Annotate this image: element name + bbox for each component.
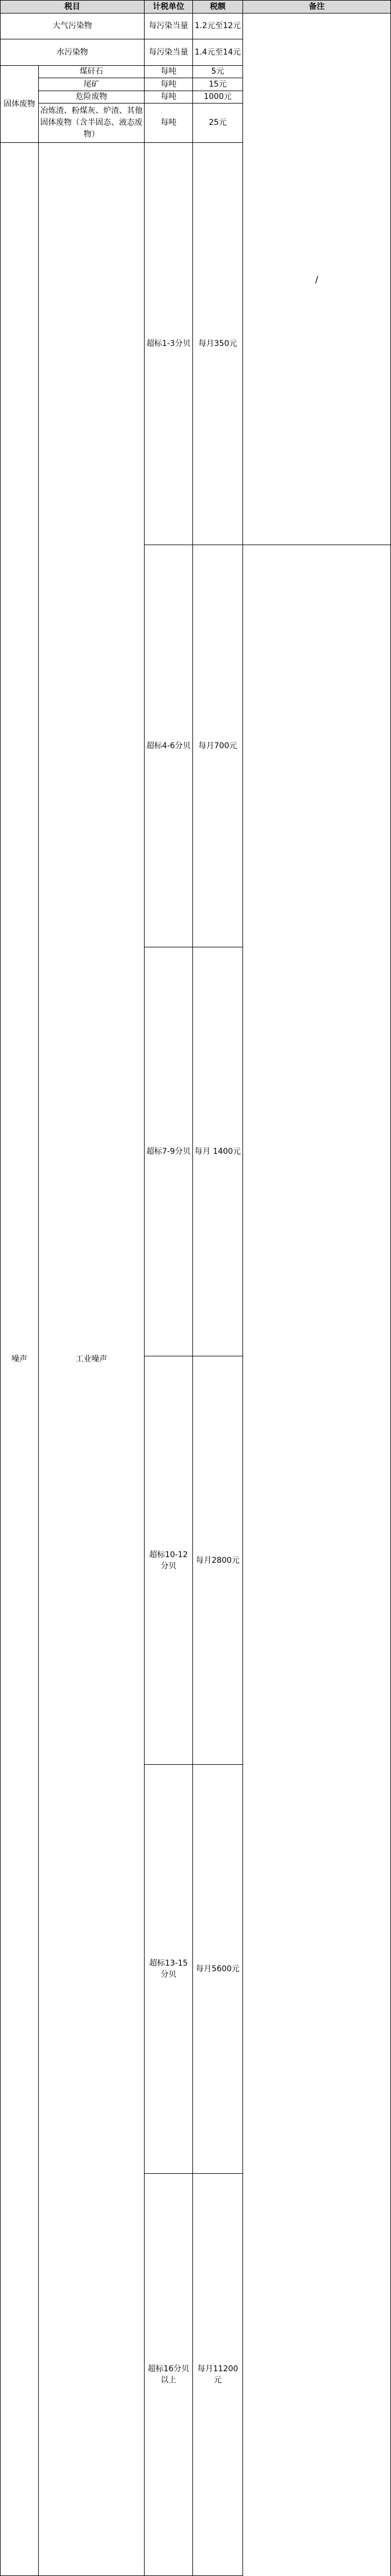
noise-category: 噪声 bbox=[1, 143, 39, 2576]
solid-amount-0: 5元 bbox=[193, 66, 243, 78]
solid-category: 固体废物 bbox=[1, 66, 39, 143]
header-row bbox=[1, 1, 391, 14]
noise-unit-1: 超标4-6分贝 bbox=[145, 545, 193, 947]
air-unit: 每污染当量 bbox=[145, 14, 193, 39]
solid-name-3: 冶炼渣、粉煤灰、炉渣、其他固体废物（含半固态、液态废物） bbox=[39, 104, 145, 143]
noise-unit-3: 超标10-12分贝 bbox=[145, 1356, 193, 1765]
noise-amount-5: 每月11200元 bbox=[193, 2173, 243, 2575]
solid-amount-2: 1000元 bbox=[193, 91, 243, 104]
air-amount: 1.2元至12元 bbox=[193, 14, 243, 39]
solid-name-0: 煤矸石 bbox=[39, 66, 145, 78]
solid-unit-0: 每吨 bbox=[145, 66, 193, 78]
solid-name-2: 危险废物 bbox=[39, 91, 145, 104]
noise-amount-0: 每月350元 bbox=[193, 143, 243, 545]
solid-amount-1: 15元 bbox=[193, 78, 243, 91]
noise-amount-4: 每月5600元 bbox=[193, 1765, 243, 2174]
header-amount: 税额 bbox=[193, 1, 243, 14]
air-name: 大气污染物 bbox=[1, 14, 145, 39]
noise-amount-1: 每月700元 bbox=[193, 545, 243, 947]
water-unit: 每污染当量 bbox=[145, 39, 193, 66]
water-name: 水污染物 bbox=[1, 39, 145, 66]
noise-unit-2: 超标7-9分贝 bbox=[145, 947, 193, 1356]
row-air bbox=[1, 14, 391, 39]
noise-sub: 工业噪声 bbox=[39, 143, 145, 2576]
header-remark: 备注 bbox=[243, 1, 391, 14]
noise-unit-5: 超标16分贝以上 bbox=[145, 2173, 193, 2575]
noise-amount-2: 每月 1400元 bbox=[193, 947, 243, 1356]
solid-unit-3: 每吨 bbox=[145, 104, 193, 143]
solid-amount-3: 25元 bbox=[193, 104, 243, 143]
noise-unit-4: 超标13-15分贝 bbox=[145, 1765, 193, 2174]
solid-unit-1: 每吨 bbox=[145, 78, 193, 91]
header-unit: 计税单位 bbox=[145, 1, 193, 14]
header-item: 税目 bbox=[1, 1, 145, 14]
water-amount: 1.4元至14元 bbox=[193, 39, 243, 66]
solid-unit-2: 每吨 bbox=[145, 91, 193, 104]
remark-slash: / bbox=[243, 14, 391, 545]
solid-name-1: 尾矿 bbox=[39, 78, 145, 91]
noise-unit-0: 超标1-3分贝 bbox=[145, 143, 193, 545]
noise-amount-3: 每月2800元 bbox=[193, 1356, 243, 1765]
